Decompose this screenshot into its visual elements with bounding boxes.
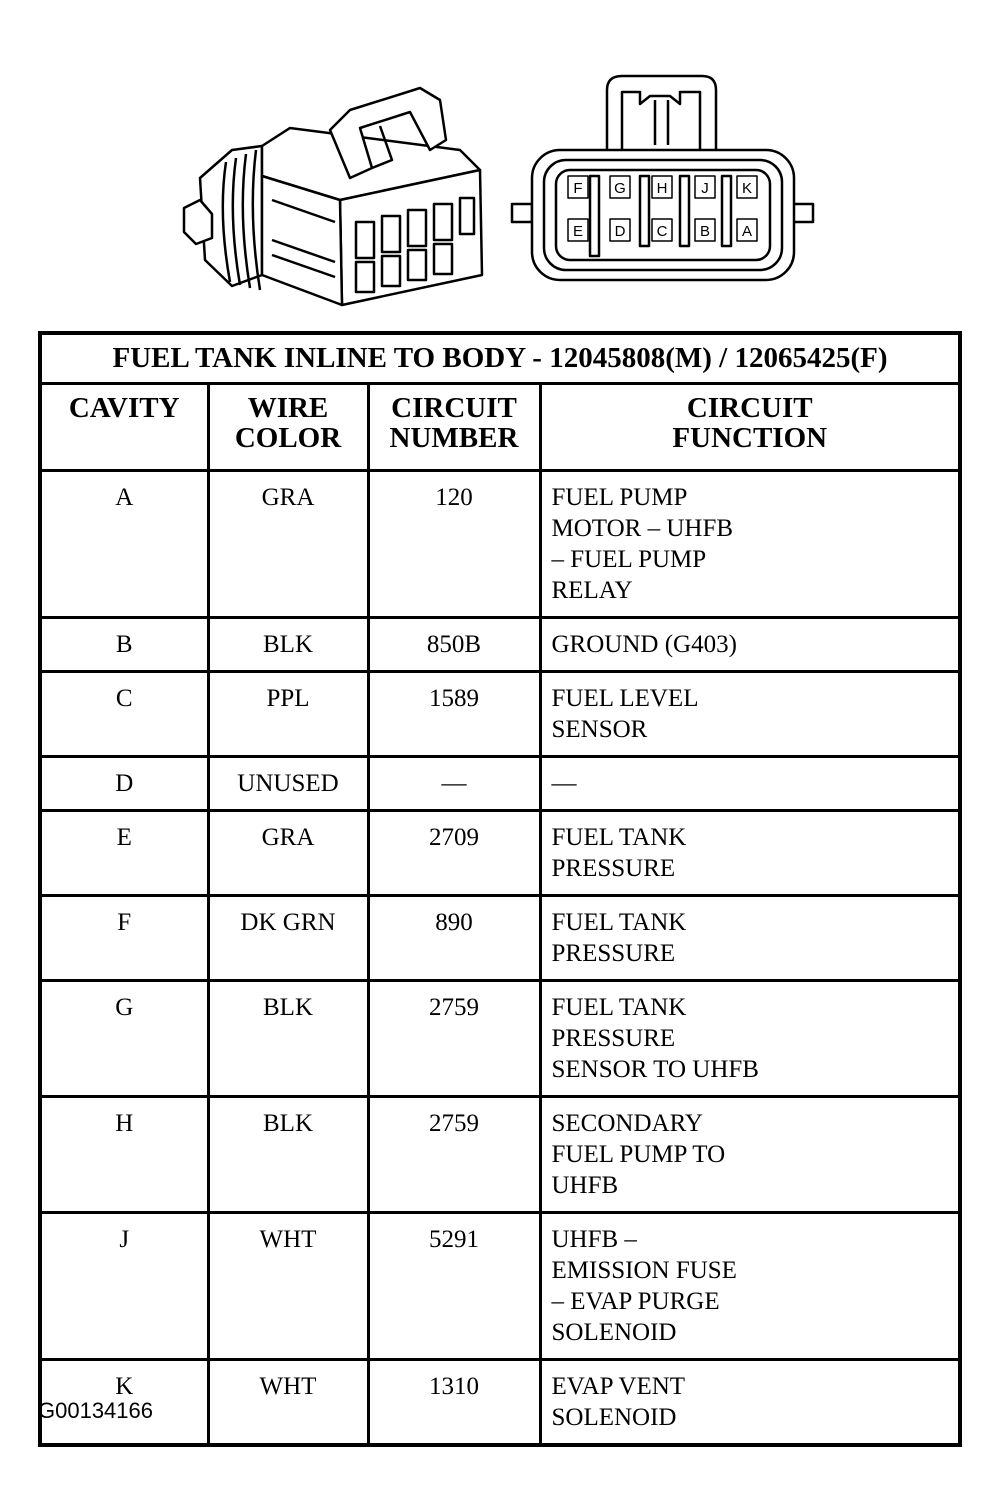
table-row: [40, 811, 960, 896]
figure-id: G00134166: [38, 1398, 153, 1423]
pin-label: F: [573, 180, 583, 197]
pin-label: E: [572, 223, 584, 240]
cavity-cell: A: [40, 471, 208, 618]
pinout-table: [38, 331, 962, 1447]
header-wire-color-line2: COLOR: [234, 422, 342, 454]
circuit-number-cell: 1589: [368, 672, 540, 757]
connector-illustration: [0, 0, 997, 330]
table-row: [40, 471, 960, 618]
circuit-function-cell: FUEL TANK PRESSURE: [540, 811, 960, 896]
header-circuit-number: [368, 384, 540, 471]
cavity-cell: E: [40, 811, 208, 896]
pin-label: G: [614, 180, 626, 197]
circuit-number-cell: —: [368, 757, 540, 811]
circuit-function-cell: —: [540, 757, 960, 811]
cavity-cell: K: [40, 1360, 208, 1446]
wire-color-cell: UNUSED: [208, 757, 368, 811]
pin-label: K: [741, 180, 753, 197]
pin-label: C: [656, 223, 668, 240]
table-row: [40, 896, 960, 981]
header-circuit-function-line1: CIRCUIT: [686, 392, 813, 424]
pin-label: H: [656, 180, 668, 197]
header-circuit-number-line2: NUMBER: [389, 422, 519, 454]
connector-side-view: [184, 88, 482, 305]
cavity-cell: D: [40, 757, 208, 811]
table-row: [40, 981, 960, 1097]
pin-label: D: [614, 223, 626, 240]
pin-label: J: [701, 180, 709, 197]
circuit-number-cell: 2709: [368, 811, 540, 896]
wire-color-cell: BLK: [208, 981, 368, 1097]
header-circuit-number-line1: CIRCUIT: [391, 392, 517, 424]
pin-label: B: [699, 223, 711, 240]
cavity-cell: G: [40, 981, 208, 1097]
circuit-number-cell: 2759: [368, 981, 540, 1097]
circuit-function-cell: SECONDARY FUEL PUMP TO UHFB: [540, 1097, 960, 1213]
wire-color-cell: PPL: [208, 672, 368, 757]
table-row: [40, 1097, 960, 1213]
circuit-function-cell: EVAP VENT SOLENOID: [540, 1360, 960, 1446]
circuit-function-cell: FUEL TANK PRESSURE SENSOR TO UHFB: [540, 981, 960, 1097]
cavity-cell: F: [40, 896, 208, 981]
circuit-number-cell: 5291: [368, 1213, 540, 1360]
header-cavity: [40, 384, 208, 471]
header-circuit-function-line2: FUNCTION: [672, 422, 828, 454]
circuit-function-cell: FUEL PUMP MOTOR – UHFB – FUEL PUMP RELAY: [540, 471, 960, 618]
circuit-number-cell: 2759: [368, 1097, 540, 1213]
table-row: [40, 672, 960, 757]
cavity-cell: H: [40, 1097, 208, 1213]
header-cavity-label: CAVITY: [68, 392, 180, 424]
pin-label: A: [741, 223, 753, 240]
circuit-number-cell: 120: [368, 471, 540, 618]
wire-color-cell: DK GRN: [208, 896, 368, 981]
circuit-function-cell: FUEL LEVEL SENSOR: [540, 672, 960, 757]
wire-color-cell: WHT: [208, 1213, 368, 1360]
header-wire-color-line1: WIRE: [247, 392, 329, 424]
circuit-function-cell: UHFB – EMISSION FUSE – EVAP PURGE SOLENOID: [540, 1213, 960, 1360]
table-row: [40, 1360, 960, 1446]
header-circuit-function: [540, 384, 960, 471]
circuit-number-cell: 890: [368, 896, 540, 981]
table-row: [40, 757, 960, 811]
circuit-function-cell: GROUND (G403): [540, 618, 960, 672]
wire-color-cell: WHT: [208, 1360, 368, 1446]
cavity-cell: J: [40, 1213, 208, 1360]
circuit-function-cell: FUEL TANK PRESSURE: [540, 896, 960, 981]
wire-color-cell: GRA: [208, 471, 368, 618]
table-title: FUEL TANK INLINE TO BODY - 12045808(M) / 12065425(F): [40, 333, 960, 384]
connector-face-view: [512, 76, 813, 280]
cavity-cell: C: [40, 672, 208, 757]
circuit-number-cell: 1310: [368, 1360, 540, 1446]
cavity-cell: B: [40, 618, 208, 672]
wire-color-cell: BLK: [208, 618, 368, 672]
header-wire-color: [208, 384, 368, 471]
circuit-number-cell: 850B: [368, 618, 540, 672]
table-row: [40, 1213, 960, 1360]
wire-color-cell: GRA: [208, 811, 368, 896]
wire-color-cell: BLK: [208, 1097, 368, 1213]
table-row: [40, 618, 960, 672]
